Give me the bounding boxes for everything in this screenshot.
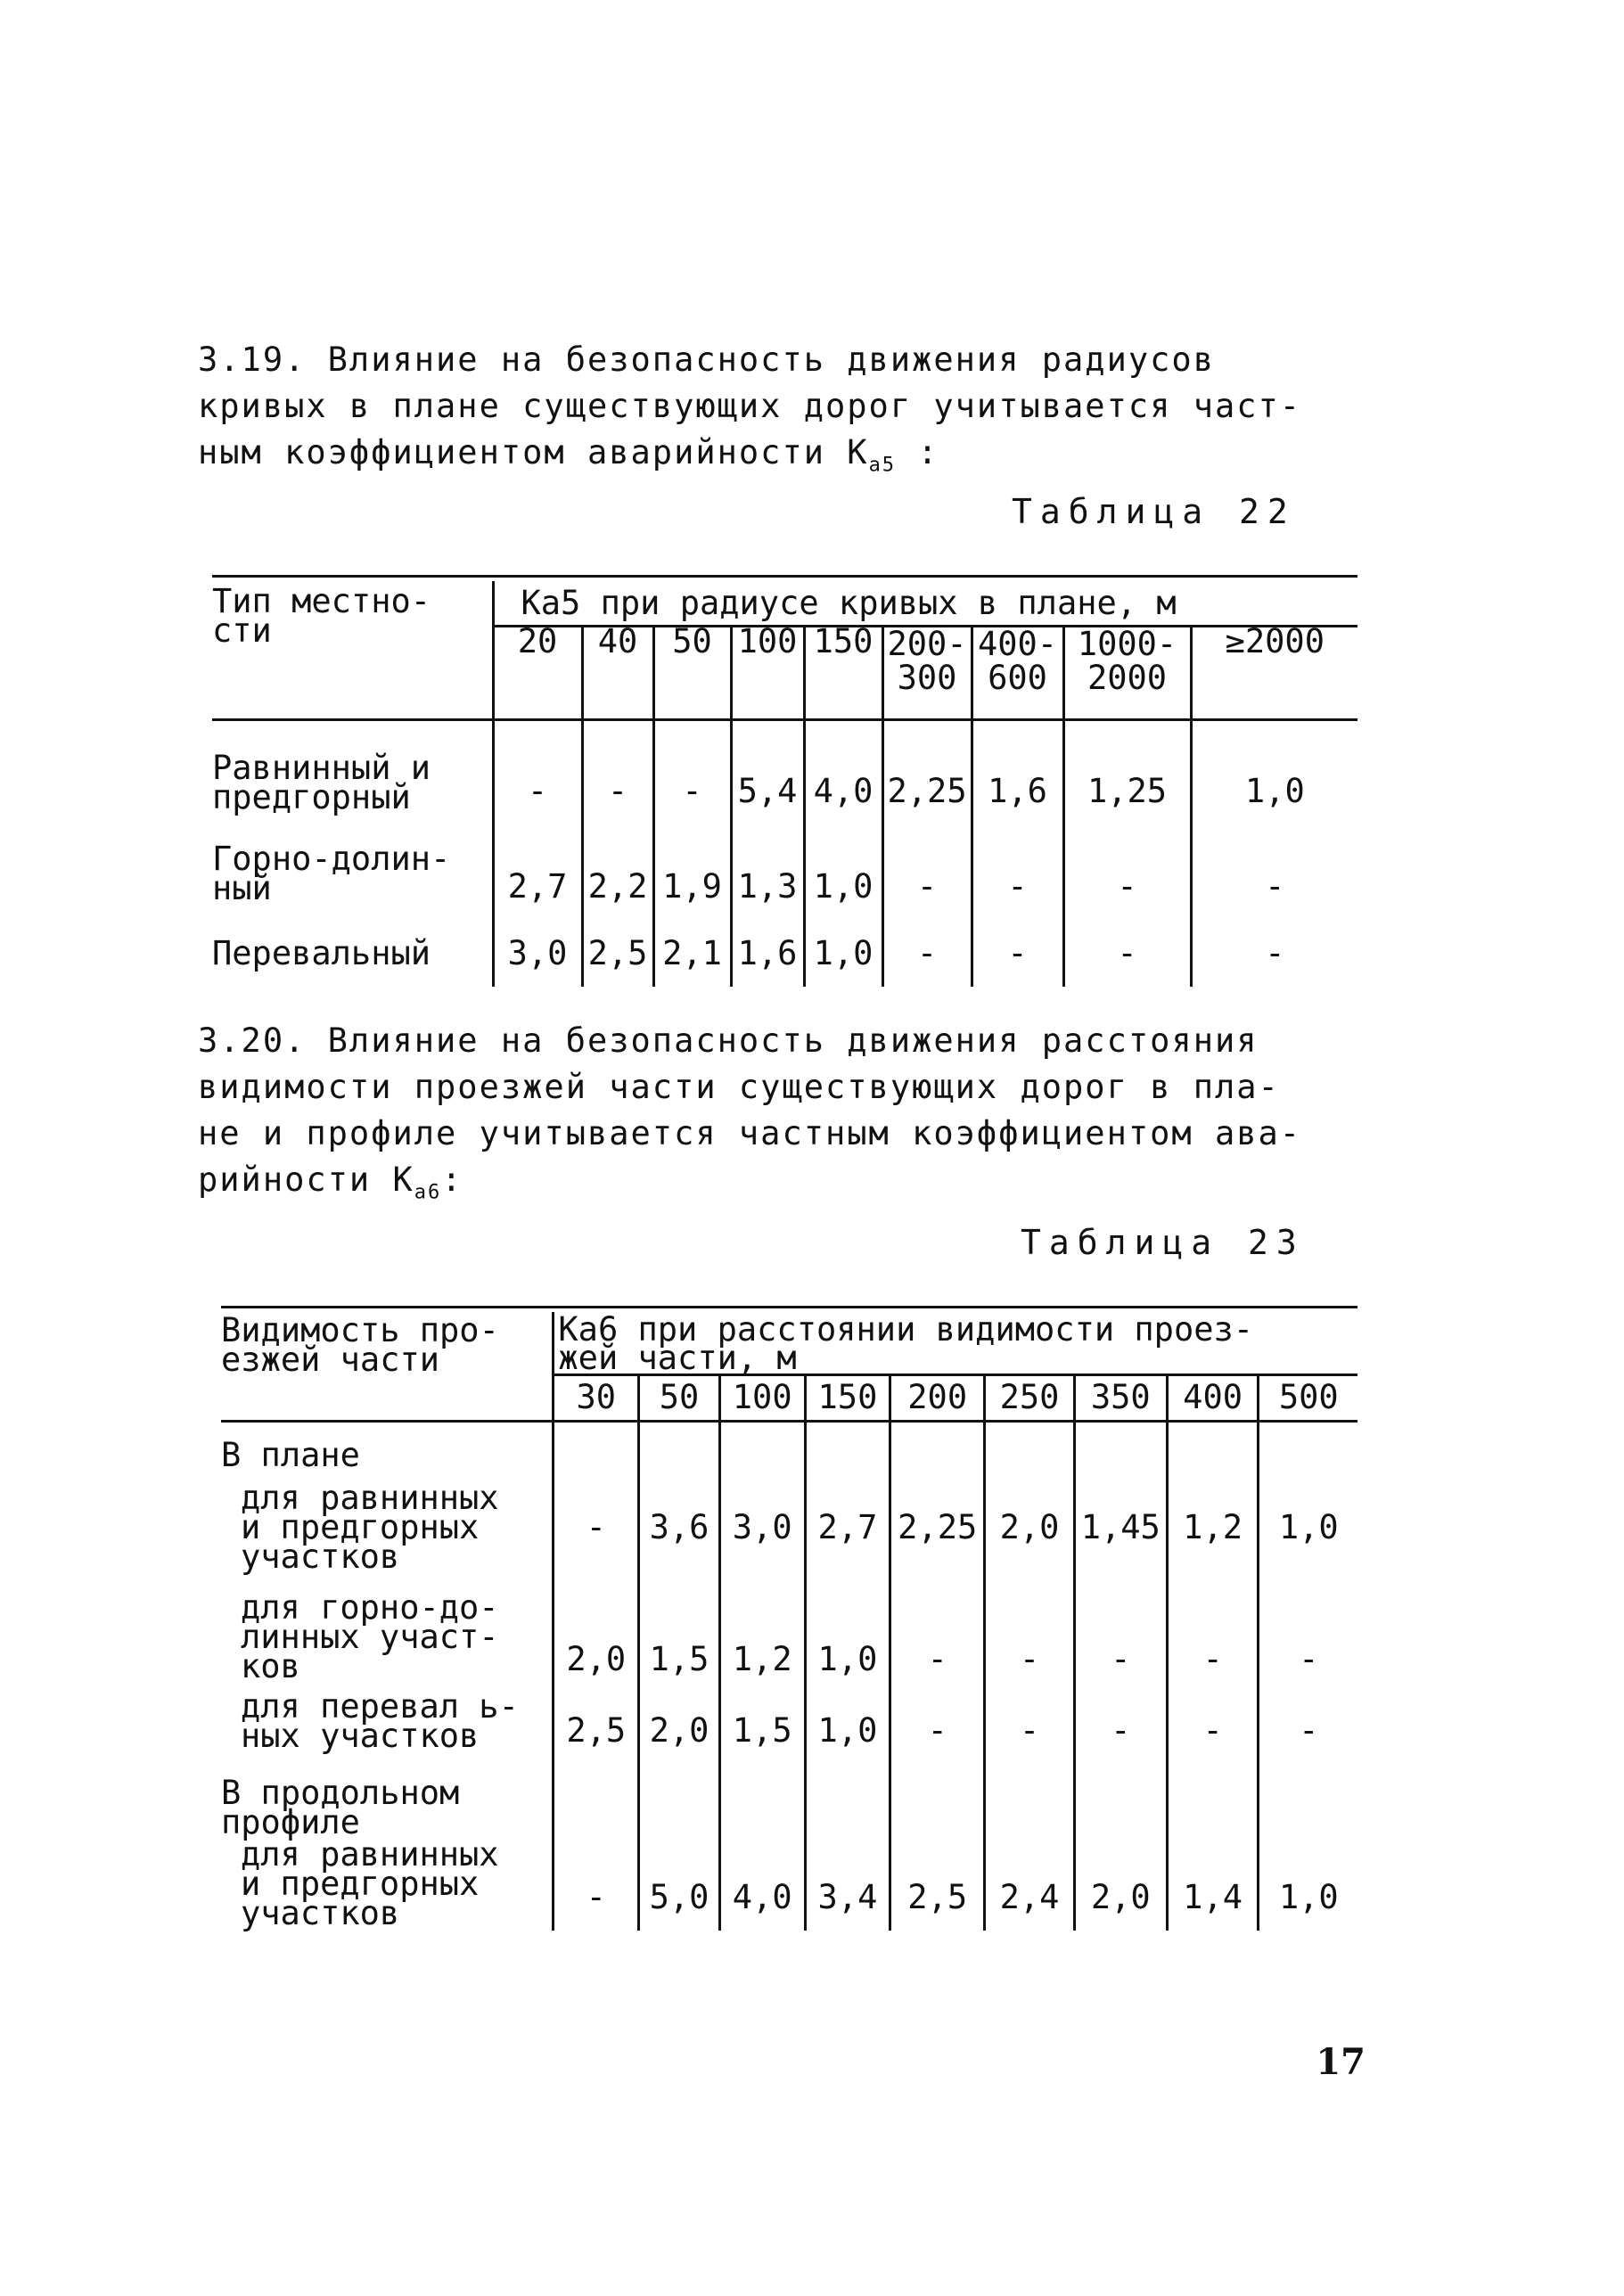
table-23-cell: 1,2 (719, 1578, 805, 1685)
table-23-cell: - (1167, 1578, 1259, 1685)
table-22-cell: - (882, 920, 972, 987)
table-22-cell: - (972, 920, 1063, 987)
distance-header: 500 (1259, 1374, 1357, 1421)
table-23-cell: 1,45 (1074, 1476, 1167, 1578)
group-label-plan: В плане (221, 1436, 360, 1475)
table-23-cell: 2,5 (554, 1685, 639, 1757)
radius-header: 200-300 (882, 626, 972, 719)
table-23-cell: 2,25 (890, 1476, 985, 1578)
table-23-cell: 1,0 (1259, 1837, 1357, 1931)
radius-header: 150 (804, 626, 882, 719)
table-22-cell: 1,6 (972, 719, 1063, 826)
distance-header: 100 (719, 1374, 805, 1421)
table-23-cell: 3,6 (639, 1476, 720, 1578)
table-23-cell: 1,2 (1167, 1476, 1259, 1578)
table-23-cell: - (890, 1578, 985, 1685)
table-22-cell: 1,3 (731, 826, 804, 920)
table-22-cell: - (1063, 920, 1191, 987)
table-23-cell: 1,0 (805, 1685, 890, 1757)
table-22-cell: 5,4 (731, 719, 804, 826)
table-23-cell: - (890, 1685, 985, 1757)
table-23-row-label: для горно-до- линных участ- ков (241, 1587, 499, 1685)
table-22-cell: - (653, 719, 731, 826)
distance-header: 50 (639, 1374, 720, 1421)
table-23-row-label: для равнинных и предгорных участков (241, 1479, 499, 1576)
table-22-cell: 2,7 (493, 826, 582, 920)
table-23-cell: 2,4 (985, 1837, 1075, 1931)
para-line: 3.20. Влияние на безопасность движения расстояния (198, 1021, 1259, 1060)
table-23-row-label: для перевал ь- ных участков (241, 1687, 519, 1755)
para-line: кривых в плане существующих дорог учитывается част- (198, 387, 1302, 425)
table-23-cell: 1,5 (639, 1578, 720, 1685)
table-22-cell: - (582, 719, 653, 826)
table-23-cell: 3,0 (719, 1476, 805, 1578)
table-22-cell: 1,0 (804, 826, 882, 920)
section-3-20-paragraph (198, 1018, 1301, 1216)
table-22-cell: 2,1 (653, 920, 731, 987)
table-22-cell: 1,6 (731, 920, 804, 987)
table-23-cell: 2,0 (554, 1578, 639, 1685)
table-23-group-header: Kа6 при расстоянии видимости проез- жей части, м (554, 1312, 1357, 1374)
table-23-cell: 5,0 (639, 1837, 720, 1931)
table-22-cell: 1,0 (804, 920, 882, 987)
para-line: видимости проезжей части существующих дорог в пла- (198, 1068, 1280, 1106)
table-23-title: Таблица 23 (1021, 1223, 1305, 1262)
table-22-cell: 3,0 (493, 920, 582, 987)
distance-header: 250 (985, 1374, 1075, 1421)
radius-header: 50 (653, 626, 731, 719)
table-23-top-rule (221, 1306, 1357, 1308)
table-22-cell: - (1191, 920, 1357, 987)
para-line: 3.19. Влияние на безопасность движения радиусов (198, 340, 1215, 379)
radius-header: 100 (731, 626, 804, 719)
table-22-cell: 2,5 (582, 920, 653, 987)
table-23-cell: 2,0 (639, 1685, 720, 1757)
table-22-cell: 4,0 (804, 719, 882, 826)
radius-header: 1000-2000 (1063, 626, 1191, 719)
table-23-cell: - (985, 1578, 1075, 1685)
table-22-row-label: Перевальный (212, 934, 431, 972)
table-23-cell: 3,4 (805, 1837, 890, 1931)
page-number: 17 (1316, 2041, 1366, 2083)
table-23-cell: - (1074, 1685, 1167, 1757)
table-22-title: Таблица 22 (1012, 492, 1296, 531)
table-23-type-header: Видимость про- езжей части (221, 1312, 554, 1421)
table-22-cell: 2,2 (582, 826, 653, 920)
table-23-cell: 2,0 (985, 1476, 1075, 1578)
radius-header: 400-600 (972, 626, 1063, 719)
table-22-cell: - (493, 719, 582, 826)
table-22-row-label: Горно-долин- ный (212, 839, 451, 907)
table-23-cell: 1,0 (805, 1578, 890, 1685)
table-23-cell: - (1259, 1578, 1357, 1685)
table-22-cell: 2,25 (882, 719, 972, 826)
table-22-cell: - (1063, 826, 1191, 920)
table-23-cell: 2,0 (1074, 1837, 1167, 1931)
table-22-group-header: Kа5 при радиусе кривых в плане, м (493, 581, 1357, 626)
distance-header: 150 (805, 1374, 890, 1421)
table-23-cell: 1,5 (719, 1685, 805, 1757)
distance-header: 400 (1167, 1374, 1259, 1421)
table-23-cell: 1,0 (1259, 1476, 1357, 1578)
table-22-cell: - (882, 826, 972, 920)
group-label-profile: В продольном профиле (221, 1774, 460, 1841)
section-3-19-paragraph (198, 337, 1301, 488)
table-23-row-label: для равнинных и предгорных участков (241, 1835, 499, 1932)
table-22-cell: - (972, 826, 1063, 920)
para-line: не и профиле учитывается частным коэффициентом ава- (198, 1114, 1302, 1152)
table-22-row-label: Равнинный и предгорный (212, 748, 431, 816)
table-23-cell: - (985, 1685, 1075, 1757)
table-23-cell: - (554, 1476, 639, 1578)
radius-header: 40 (582, 626, 653, 719)
distance-header: 350 (1074, 1374, 1167, 1421)
table-23-cell: - (1259, 1685, 1357, 1757)
table-23-cell: - (1167, 1685, 1259, 1757)
table-22-cell: 1,0 (1191, 719, 1357, 826)
table-22-cell: 1,9 (653, 826, 731, 920)
radius-header: 20 (493, 626, 582, 719)
table-23-cell: 2,7 (805, 1476, 890, 1578)
table-23-cell: 4,0 (719, 1837, 805, 1931)
table-22-cell: 1,25 (1063, 719, 1191, 826)
table-23-cell: 1,4 (1167, 1837, 1259, 1931)
radius-header: ≥2000 (1191, 626, 1357, 719)
table-23-cell: - (554, 1837, 639, 1931)
para-line: ным коэффициентом аварийности $K_{а5}$ : (198, 433, 939, 477)
para-line: рийности $K_{а6}$: (198, 1160, 463, 1204)
table-23 (221, 1312, 1357, 1931)
table-23-cell: - (1074, 1578, 1167, 1685)
table-22-cell: - (1191, 826, 1357, 920)
table-22-type-header: Тип местно- сти (212, 581, 493, 719)
table-23-cell: 2,5 (890, 1837, 985, 1931)
distance-header: 200 (890, 1374, 985, 1421)
table-22 (212, 581, 1357, 987)
distance-header: 30 (554, 1374, 639, 1421)
table-22-top-rule (212, 575, 1357, 578)
